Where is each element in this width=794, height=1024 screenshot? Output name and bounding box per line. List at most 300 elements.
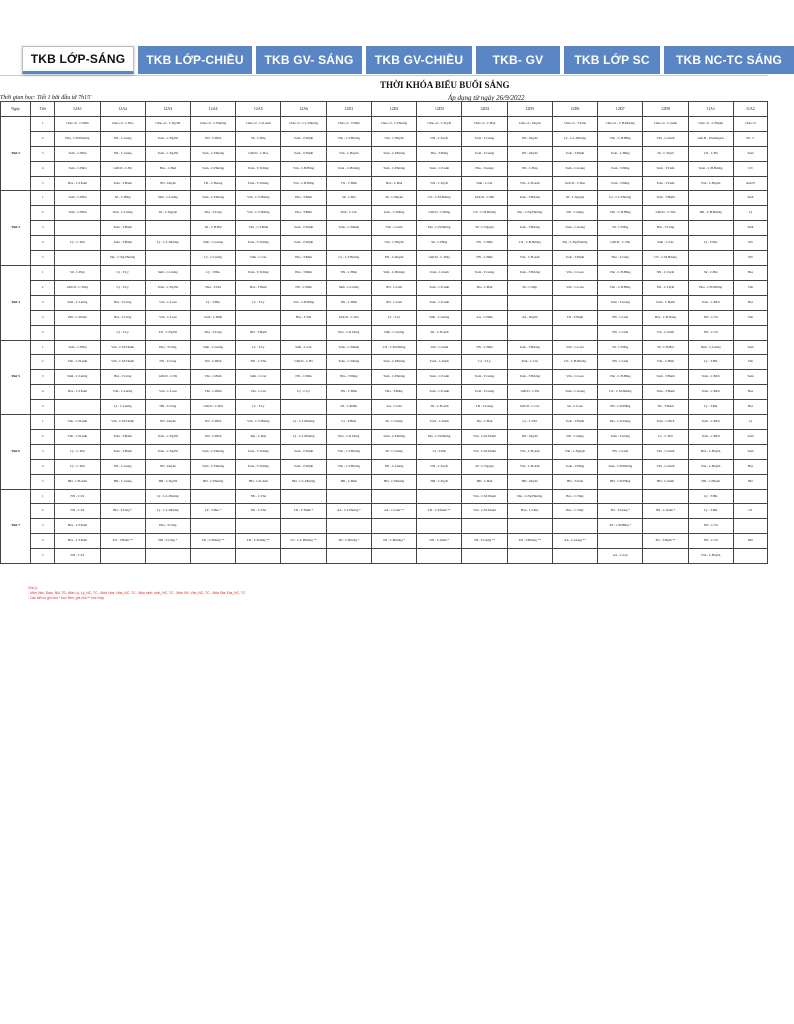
- lesson-cell: Hóa - C.Thúy: [552, 489, 597, 504]
- lesson-cell: HD: [733, 474, 767, 489]
- lesson-cell: GDCD - C.Hà: [507, 385, 552, 400]
- header-class: 11A1: [688, 102, 733, 117]
- lesson-cell: Sử - C.Nguyệt: [462, 221, 507, 236]
- lesson-cell: [507, 519, 552, 534]
- table-row: [1, 176, 768, 191]
- lesson-cell: Toán - T.Hạnh: [100, 236, 145, 251]
- lesson-cell: NN - C.Chung: [371, 459, 416, 474]
- day-cell: Thứ 6: [1, 415, 31, 490]
- tab-tkb-lop-sc[interactable]: TKB LỚP SC: [564, 46, 660, 74]
- lesson-cell: [281, 519, 326, 534]
- lesson-cell: [688, 191, 733, 206]
- lesson-cell: HD - C.H.Anh: [55, 474, 100, 489]
- lesson-cell: GDCD - C.Hoa: [552, 176, 597, 191]
- lesson-cell: Văn - C.Huyền: [371, 236, 416, 251]
- sheet-tabs: [0, 46, 783, 76]
- lesson-cell: Hóa - T.Công: [100, 295, 145, 310]
- lesson-cell: Toán - C.Phương: [190, 459, 235, 474]
- lesson-cell: [552, 519, 597, 534]
- lesson-cell: NN - C.Văn: [236, 489, 281, 504]
- lesson-cell: Toán - C.H.Hương: [688, 161, 733, 176]
- lesson-cell: Văn: [733, 310, 767, 325]
- lesson-cell: NN - C.Liên: [598, 355, 643, 370]
- lesson-cell: [326, 549, 371, 564]
- lesson-cell: NN - T.Công: [145, 355, 190, 370]
- lesson-cell: Hóa - C.H.Phương: [55, 131, 100, 146]
- lesson-cell: Văn - C.M.Thanh: [100, 355, 145, 370]
- day-cell: Thứ 5: [1, 340, 31, 415]
- lesson-cell: Văn - C.H.Hằng: [598, 370, 643, 385]
- period-cell: 4: [31, 385, 55, 400]
- lesson-cell: [326, 519, 371, 534]
- lesson-cell: NN - C.Hiền: [190, 355, 235, 370]
- lesson-cell: NN - Duyên: [507, 131, 552, 146]
- lesson-cell: Văn - C.H.Hằng: [598, 265, 643, 280]
- lesson-cell: Toán - C.Nhung: [326, 340, 371, 355]
- header-class: 11A2: [733, 102, 767, 117]
- table-row: [1, 221, 768, 236]
- lesson-cell: Văn - C.H.Hằng: [598, 280, 643, 295]
- lesson-cell: Toán - C.Oanh: [417, 265, 462, 280]
- table-row: [1, 325, 768, 340]
- lesson-cell: Toán - C.Bình: [190, 310, 235, 325]
- table-row: [1, 191, 768, 206]
- lesson-cell: Hóa - T.Bình: [281, 265, 326, 280]
- lesson-cell: [643, 519, 688, 534]
- lesson-cell: Văn - C.Bình: [190, 370, 235, 385]
- lesson-cell: [462, 549, 507, 564]
- lesson-cell: Hóa - T.Công: [145, 340, 190, 355]
- lesson-cell: Văn - C.M.Thanh: [462, 429, 507, 444]
- lesson-cell: [190, 549, 235, 564]
- table-row: [1, 280, 768, 295]
- period-cell: 4: [31, 534, 55, 549]
- lesson-cell: Toán - C.Ng.Hà: [145, 444, 190, 459]
- period-cell: 1: [31, 116, 55, 131]
- lesson-cell: Lý - T.Lý: [100, 265, 145, 280]
- lesson-cell: Sinh - C.Cúc: [507, 355, 552, 370]
- lesson-cell: Lý - T.Hải: [417, 444, 462, 459]
- lesson-cell: [145, 221, 190, 236]
- lesson-cell: [462, 519, 507, 534]
- lesson-cell: NN - C.Duyên: [371, 251, 416, 266]
- lesson-cell: Sử - C.Loan: [552, 400, 597, 415]
- lesson-cell: Toán - T.Trường: [236, 265, 281, 280]
- lesson-cell: HD - C.Phương: [371, 474, 416, 489]
- lesson-cell: Văn - C.Oanh: [643, 459, 688, 474]
- lesson-cell: AA - Duyên: [507, 310, 552, 325]
- period-cell: 1: [31, 415, 55, 430]
- lesson-cell: [236, 549, 281, 564]
- lesson-cell: Hóa: [733, 265, 767, 280]
- lesson-cell: Sinh - C.Lương: [417, 310, 462, 325]
- lesson-cell: [236, 310, 281, 325]
- lesson-cell: Toán - T.Hạnh: [552, 146, 597, 161]
- lesson-cell: NN - Duyên: [507, 429, 552, 444]
- lesson-cell: Hóa - C.H.Dung: [643, 310, 688, 325]
- lesson-cell: [55, 251, 100, 266]
- period-cell: 3: [31, 519, 55, 534]
- day-cell: Thứ 3: [1, 191, 31, 266]
- header-class: 12D4: [462, 102, 507, 117]
- lesson-cell: [100, 519, 145, 534]
- lesson-cell: NN - C.Tú: [55, 549, 100, 564]
- lesson-cell: Lý - T.Bội: [688, 400, 733, 415]
- lesson-cell: [55, 400, 100, 415]
- lesson-cell: NN - C.Hiền: [190, 131, 235, 146]
- period-cell: 2: [31, 206, 55, 221]
- lesson-cell: Hóa - T.Bình: [281, 206, 326, 221]
- lesson-cell: Lý - T.Lý: [236, 340, 281, 355]
- lesson-cell: Lý - C.L.Phương: [281, 429, 326, 444]
- lesson-cell: Sinh: [733, 221, 767, 236]
- lesson-cell: Toán - C.Oanh: [417, 355, 462, 370]
- lesson-cell: GDCD - C.Thu: [643, 206, 688, 221]
- lesson-cell: TD - T.Thịnh *: [281, 504, 326, 519]
- lesson-cell: [507, 295, 552, 310]
- lesson-cell: Lý - C.Lương: [190, 251, 235, 266]
- lesson-cell: NN - C.Tuyết: [417, 459, 462, 474]
- tab-tkb-nc-tc-sang[interactable]: TKB NC-TC SÁNG: [664, 46, 794, 74]
- lesson-cell: [733, 489, 767, 504]
- lesson-cell: NN - C.Văn: [236, 355, 281, 370]
- lesson-cell: Hóa - C.H.Hương: [688, 280, 733, 295]
- tab-tkb-gv-sang[interactable]: TKB GV- SÁNG: [256, 46, 362, 74]
- lesson-cell: Hóa - T.Công: [100, 310, 145, 325]
- lesson-cell: Văn - C.H.Hằng: [281, 161, 326, 176]
- legend-line: Chú ý:: [28, 586, 38, 590]
- lesson-cell: Toán - T.Trường: [236, 444, 281, 459]
- lesson-cell: Sử - C.Chung: [371, 444, 416, 459]
- header-class: 12D2: [371, 102, 416, 117]
- table-row: [1, 385, 768, 400]
- lesson-cell: Lý: [733, 206, 767, 221]
- lesson-cell: Toán - T.Hạnh: [100, 176, 145, 191]
- lesson-cell: Sinh - C.Lương: [145, 265, 190, 280]
- lesson-cell: Hóa - C.Huyền: [688, 444, 733, 459]
- lesson-cell: Toán - T.Giang: [462, 265, 507, 280]
- lesson-cell: Toán - C.Bích: [688, 385, 733, 400]
- table-row: [1, 474, 768, 489]
- tab-tkb-gv-chieu[interactable]: TKB GV-CHIỀU: [366, 46, 472, 74]
- table-row: [1, 236, 768, 251]
- tab-tkb-lop-sang[interactable]: TKB LỚP-SÁNG: [22, 46, 134, 74]
- lesson-cell: Toán - C.Hằng: [598, 146, 643, 161]
- lesson-cell: CN - C.M.Hương: [371, 340, 416, 355]
- lesson-cell: Lý - C.L.Phương: [145, 236, 190, 251]
- lesson-cell: Sử - C: [733, 131, 767, 146]
- lesson-cell: Sử - C.Chung: [371, 415, 416, 430]
- lesson-cell: Toán - T.Giang: [598, 295, 643, 310]
- lesson-cell: NN - Duyên: [145, 176, 190, 191]
- lesson-cell: Anh H - Washington: [688, 131, 733, 146]
- lesson-cell: Hóa - C.Huệ: [145, 161, 190, 176]
- lesson-cell: AA - C.Lan: [598, 549, 643, 564]
- table-row: [1, 504, 768, 519]
- table-row: [1, 444, 768, 459]
- lesson-cell: Toán - T.Giang: [462, 385, 507, 400]
- lesson-cell: Toán - T.Hạnh: [643, 385, 688, 400]
- lesson-cell: Văn - C.H.Anh: [507, 459, 552, 474]
- lesson-cell: NN - C.Giang: [100, 459, 145, 474]
- lesson-cell: TD - T.Hạnh **: [100, 534, 145, 549]
- lesson-cell: NN - C.Tú: [688, 519, 733, 534]
- lesson-cell: TD - T.Giang: [462, 400, 507, 415]
- header-class: 12D6: [552, 102, 597, 117]
- table-header-row: [1, 102, 768, 117]
- period-cell: 4: [31, 161, 55, 176]
- lesson-cell: Sinh - C.Lương: [55, 295, 100, 310]
- lesson-cell: Lý - T.Lý: [462, 355, 507, 370]
- lesson-cell: Toán - C.Ng.Hà: [145, 280, 190, 295]
- lesson-cell: Toán - C.Phương: [190, 444, 235, 459]
- header-class: 12A3: [145, 102, 190, 117]
- lesson-cell: AA - C.Hiền: [462, 310, 507, 325]
- period-cell: 5: [31, 251, 55, 266]
- lesson-cell: TD - C.Huong: [190, 176, 235, 191]
- lesson-cell: TD - T.Hạnh: [552, 310, 597, 325]
- lesson-cell: LP - T.Hào *: [190, 504, 235, 519]
- lesson-cell: TD - T.Hạnh: [643, 400, 688, 415]
- lesson-cell: [507, 325, 552, 340]
- lesson-cell: Văn - C.T.Hương: [236, 206, 281, 221]
- lesson-cell: Sử - C.Hợp: [236, 131, 281, 146]
- lesson-cell: CN - C.Hiếu: [326, 176, 371, 191]
- lesson-cell: HD - C.Hiếu: [326, 474, 371, 489]
- lesson-cell: Chào cờ - T.Hiếu: [326, 116, 371, 131]
- lesson-cell: Toán - T.Hương: [507, 221, 552, 236]
- lesson-cell: Toán - C.Ng.Hà: [145, 131, 190, 146]
- lesson-cell: Hóa - T.Bình: [281, 251, 326, 266]
- lesson-cell: Lý - C.Thư: [55, 459, 100, 474]
- lesson-cell: Toán - C.Giang: [552, 385, 597, 400]
- lesson-cell: Toán - C.Phương: [326, 161, 371, 176]
- table-row: [1, 251, 768, 266]
- lesson-cell: Hóa - C.K.Dung: [326, 325, 371, 340]
- lesson-cell: Văn - C.Loan: [145, 310, 190, 325]
- lesson-cell: Chào cờ - C.Oanh: [643, 116, 688, 131]
- lesson-cell: Văn - C.Cúc: [236, 385, 281, 400]
- lesson-cell: Chào cờ - Duyên: [507, 116, 552, 131]
- lesson-cell: GDCD - C.Hằng: [417, 206, 462, 221]
- lesson-cell: Lý - C.Thư: [507, 415, 552, 430]
- table-row: [1, 295, 768, 310]
- lesson-cell: TD - C.Phương *: [371, 534, 416, 549]
- lesson-cell: Văn - C.Huyền: [326, 146, 371, 161]
- lesson-cell: NN - C.Hiền: [326, 385, 371, 400]
- lesson-cell: Lý - C.Thư: [55, 444, 100, 459]
- lesson-cell: NN - C.Liên: [598, 310, 643, 325]
- lesson-cell: Văn - C.T.Bình: [236, 221, 281, 236]
- lesson-cell: Toán - T.Đăng: [598, 176, 643, 191]
- lesson-cell: [236, 519, 281, 534]
- applied-date: Áp dụng từ ngày 26/9/2022: [448, 94, 525, 102]
- lesson-cell: Chào cờ - C.H.Phương: [598, 116, 643, 131]
- table-row: [1, 400, 768, 415]
- table-row: [1, 265, 768, 280]
- lesson-cell: Toán - C.Hiền: [55, 161, 100, 176]
- lesson-cell: NN - C.Tú: [688, 310, 733, 325]
- lesson-cell: Toán - C.P.Anh: [417, 161, 462, 176]
- lesson-cell: Địa - C.Ng.Phương: [507, 489, 552, 504]
- lesson-cell: TD - C.P.Oanh **: [417, 504, 462, 519]
- lesson-cell: Chào cờ - C.Hiền: [55, 116, 100, 131]
- lesson-cell: Văn - C.Hiền: [643, 355, 688, 370]
- lesson-cell: Hóa: [733, 295, 767, 310]
- lesson-cell: Lý - C.Lương: [100, 400, 145, 415]
- lesson-cell: HD - T.Công *: [145, 534, 190, 549]
- lesson-cell: Văn - C.H.Anh: [55, 355, 100, 370]
- lesson-cell: [733, 549, 767, 564]
- lesson-cell: GDCD - C.Hoa: [236, 146, 281, 161]
- lesson-cell: Toán - T.Giang: [462, 370, 507, 385]
- lesson-cell: Toán - T.Giang: [462, 131, 507, 146]
- tab-tkb-lop-chieu[interactable]: TKB LỚP-CHIỀU: [138, 46, 252, 74]
- lesson-cell: Lý - C.L.Phương: [598, 191, 643, 206]
- lesson-cell: [643, 489, 688, 504]
- table-row: [1, 429, 768, 444]
- lesson-cell: Toán - C.Hiền: [55, 146, 100, 161]
- lesson-cell: [326, 236, 371, 251]
- lesson-cell: Toán - T.Thịnh: [281, 459, 326, 474]
- lesson-cell: Địa - C.H.Hương: [417, 429, 462, 444]
- lesson-cell: [281, 400, 326, 415]
- lesson-cell: Hóa - T.Công: [145, 519, 190, 534]
- lesson-cell: [598, 489, 643, 504]
- lesson-cell: Toán - T.Đăng: [598, 161, 643, 176]
- lesson-cell: CN - C.M.Hương: [462, 206, 507, 221]
- lesson-cell: Toán - T.Hạnh: [100, 444, 145, 459]
- lesson-cell: HD - C.L.Phương: [281, 474, 326, 489]
- lesson-cell: Văn - C.Huyền: [371, 131, 416, 146]
- lesson-cell: Lý - C.Lý: [281, 385, 326, 400]
- lesson-cell: Chào cờ - C.K.Anh: [236, 116, 281, 131]
- lesson-cell: CN - C.Hà: [688, 146, 733, 161]
- lesson-cell: Toán - T.Hạnh: [100, 221, 145, 236]
- lesson-cell: NN - Duyên: [145, 459, 190, 474]
- lesson-cell: Toán: [733, 340, 767, 355]
- lesson-cell: Sử - C.Hằng: [598, 340, 643, 355]
- lesson-cell: Hóa: [733, 385, 767, 400]
- lesson-cell: Toán - T.Thịnh: [281, 131, 326, 146]
- table-row: [1, 310, 768, 325]
- lesson-cell: Địa - C.K.Dung: [598, 415, 643, 430]
- lesson-cell: Toán - C.P.Anh: [417, 280, 462, 295]
- lesson-cell: Văn: [733, 280, 767, 295]
- lesson-cell: [145, 549, 190, 564]
- lesson-cell: Toán - T.Trường: [236, 459, 281, 474]
- lesson-cell: Sử - C.Hằng: [417, 236, 462, 251]
- lesson-cell: HD - C.Giang: [100, 474, 145, 489]
- lesson-cell: NN - C.Hiền: [190, 415, 235, 430]
- lesson-cell: Vật - C.Oanh: [643, 325, 688, 340]
- lesson-cell: Sử - C.Nguyệt: [145, 206, 190, 221]
- lesson-cell: [552, 295, 597, 310]
- lesson-cell: Chào cờ - C.Tuyết: [417, 116, 462, 131]
- lesson-cell: HD - T.Toàn: [552, 474, 597, 489]
- lesson-cell: Văn - C.T.Hương: [326, 459, 371, 474]
- period-cell: 3: [31, 295, 55, 310]
- period-cell: 3: [31, 370, 55, 385]
- lesson-cell: Toán - T.Hạnh: [552, 251, 597, 266]
- lesson-cell: NN - C.Oanh *: [417, 534, 462, 549]
- lesson-cell: Toán - C.H.Hương: [598, 459, 643, 474]
- lesson-cell: Lý - T.Lý: [236, 400, 281, 415]
- table-row: [1, 206, 768, 221]
- lesson-cell: TD - T.Giang *: [598, 504, 643, 519]
- lesson-cell: HD - C.Huệ: [462, 474, 507, 489]
- lesson-cell: NN - C.Tuyết: [417, 131, 462, 146]
- lesson-cell: Văn - C.Loan: [552, 265, 597, 280]
- lesson-cell: Sử - C.H.Hằng *: [598, 519, 643, 534]
- lesson-cell: GDCD - C.Thu: [326, 310, 371, 325]
- legend-line: - Môn Văn, Toán, NN, TD, Môn Lý, Lý_NC, TC - Môn Hóa: Hóa_NC, TC - Môn sinh: sinh_NC, TC - Môn Sử: Văn_NC, TC - Môn Địa: Địa_NC, TC: [28, 591, 246, 595]
- lesson-cell: Văn - C.H.Hằng: [598, 206, 643, 221]
- lesson-cell: Văn - C.H.Anh: [55, 415, 100, 430]
- lesson-cell: AA - C.Lữu: [371, 400, 416, 415]
- lesson-cell: Toán - T.Giang: [598, 429, 643, 444]
- lesson-cell: Văn - C.Loan: [552, 340, 597, 355]
- lesson-cell: NN - C.Dung: [552, 429, 597, 444]
- period-cell: 2: [31, 280, 55, 295]
- lesson-cell: NN - C.Giang: [100, 131, 145, 146]
- lesson-cell: NN - C.Tuyết: [643, 280, 688, 295]
- lesson-cell: Văn - C.Lương: [100, 385, 145, 400]
- lesson-cell: HD - C.Tuyết: [417, 474, 462, 489]
- lesson-cell: [55, 221, 100, 236]
- lesson-cell: TD - T.Hạnh **: [643, 534, 688, 549]
- tab-tkb-gv[interactable]: TKB- GV: [476, 46, 560, 74]
- period-cell: 2: [31, 131, 55, 146]
- lesson-cell: Lý - C.L.Phương: [281, 415, 326, 430]
- lesson-cell: Hóa - C.Thanh: [55, 385, 100, 400]
- lesson-cell: HD - C.Oanh: [643, 474, 688, 489]
- lesson-cell: Lý: [733, 415, 767, 430]
- lesson-cell: Sử - C.Hợp: [507, 280, 552, 295]
- lesson-cell: [733, 519, 767, 534]
- lesson-cell: Lý - T.Hào: [190, 295, 235, 310]
- lesson-cell: Lý - C.L.Phương: [145, 489, 190, 504]
- table-row: [1, 146, 768, 161]
- lesson-cell: Hóa - C.Thúy: [552, 504, 597, 519]
- lesson-cell: Chào cờ - C.Hoa: [100, 116, 145, 131]
- lesson-cell: CN - C.M.Hương: [598, 385, 643, 400]
- lesson-cell: Lý - C.Thư: [55, 236, 100, 251]
- lesson-cell: Toán - C.Hiền: [55, 191, 100, 206]
- lesson-cell: CN - C.M.Hương: [643, 251, 688, 266]
- lesson-cell: Sử - C.Nguyệt: [552, 191, 597, 206]
- lesson-cell: Hóa: [733, 459, 767, 474]
- lesson-cell: Toán - T.Hạnh: [643, 191, 688, 206]
- header-day: Ngày: [1, 102, 31, 117]
- lesson-cell: NN - C.Liên: [371, 280, 416, 295]
- lesson-cell: Sinh - C.Lương: [190, 236, 235, 251]
- lesson-cell: Sử - C.Hằng: [598, 221, 643, 236]
- lesson-cell: Toán: [733, 370, 767, 385]
- lesson-cell: Toán - T.Thịnh: [281, 236, 326, 251]
- lesson-cell: HD - T.Công: [145, 400, 190, 415]
- lesson-cell: Hóa: [733, 400, 767, 415]
- lesson-cell: Văn - C.T.Hương: [326, 131, 371, 146]
- lesson-cell: Hóa - T.Bình: [281, 191, 326, 206]
- legend-line: - Các tiết có ghi chú * học Rèn, ghi chú ** học Hợp: [28, 596, 105, 600]
- lesson-cell: NN - C.Liên: [598, 325, 643, 340]
- period-cell: 1: [31, 191, 55, 206]
- day-cell: Thứ 2: [1, 116, 31, 191]
- lesson-cell: NN - C.Tuyết: [643, 265, 688, 280]
- lesson-cell: Văn - C.Nguyệt: [552, 444, 597, 459]
- start-time-note: Thời gian học: Tiết 1 bắt đầu từ 7h15': [0, 95, 92, 101]
